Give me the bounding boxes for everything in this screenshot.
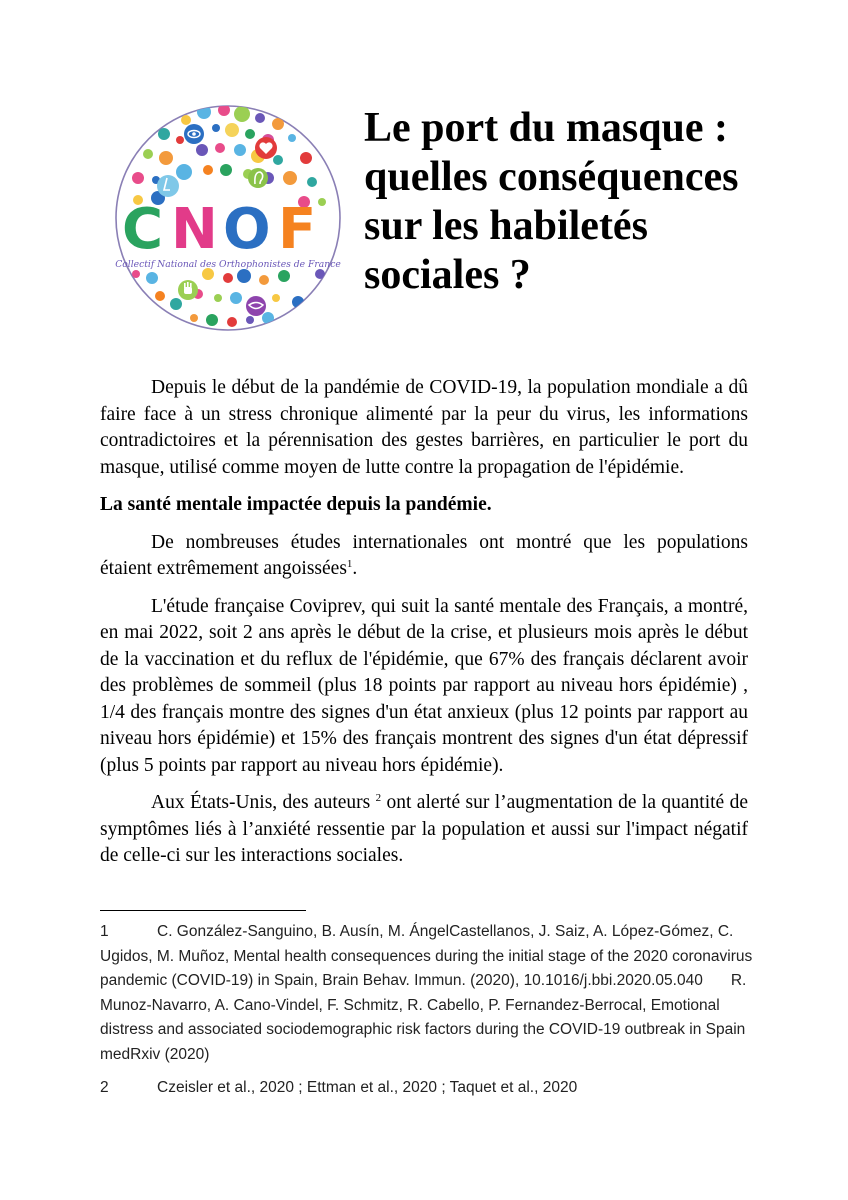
cnof-logo-graphic <box>108 98 348 338</box>
logo-letter-o: O <box>223 197 271 262</box>
ear-icon <box>248 168 268 188</box>
paragraph-coviprev: L'étude française Coviprev, qui suit la santé mentale des Français, a montré, en mai 2022, soit 2 ans après le début de la crise, et plusieurs mois après le début de la vaccination et du reflux de l'épidémie, que 67% des français déclarent avoir des problèmes de sommeil (plus 18 points par rapport au niveau hors épidémie) , 1/4 des français montre des signes d'un état anxieux (plus 12 points par rapport au niveau hors épidémie) et 15% des français montrent des signes d'un état dépressif (plus 5 points par rapport au niveau hors épidémie). <box>100 595 748 776</box>
footnote-ref-2[interactable]: 2 <box>375 792 382 804</box>
paragraph-anxiety <box>100 530 748 583</box>
footnote-text: C. González-Sanguino, B. Ausín, M. ÁngelCastellanos, J. Saiz, A. López-Gómez, C. Ugidos, M. Muñoz, Mental health consequences during the initial stage of the 2020 coronavirus pandemic (COVID-19) in Spain, Brain Behav. Immun. (2020), 10.1016/j.bbi.2020.05.040 <box>100 923 753 989</box>
nose-icon <box>157 175 179 197</box>
footnote-1 <box>100 920 760 1067</box>
logo-letter-n: N <box>171 197 218 262</box>
page-title <box>364 104 804 300</box>
footnotes <box>100 920 760 1110</box>
heart-icon <box>255 137 277 159</box>
title-line: Le port du masque : <box>364 105 729 151</box>
title-line: sur les habiletés <box>364 203 648 249</box>
title-line: sociales ? <box>364 252 531 298</box>
cnof-logo <box>108 98 348 338</box>
eye-icon <box>184 124 204 144</box>
section-heading: La santé mentale impactée depuis la pandémie. <box>100 494 492 515</box>
paragraph-text: ont alerté sur l’augmentation de la quantité de symptômes liés à l’anxiété ressentie par la population et aussi sur l'impact négatif de celle-ci sur les interactions sociales. <box>100 792 748 866</box>
mouth-icon <box>246 296 266 316</box>
footnote-2 <box>100 1076 760 1101</box>
article-body <box>100 375 748 881</box>
footnote-number: 2 <box>100 1079 109 1096</box>
footnote-text: Czeisler et al., 2020 ; Ettman et al., 2020 ; Taquet et al., 2020 <box>157 1079 578 1096</box>
paragraph-text: De nombreuses études internationales ont montré que les populations étaient extrêmement angoissées <box>100 531 748 579</box>
intro-paragraph: Depuis le début de la pandémie de COVID-19, la population mondiale a dû faire face à un stress chronique alimenté par la peur du virus, les informations contradictoires et la pérennisation des gestes barrières, en particulier le port du masque, utilisé comme moyen de lutte contre la propagation de l'épidémie. <box>100 377 748 478</box>
footnote-ref-1[interactable]: 1 <box>346 558 353 570</box>
footnote-number: 1 <box>100 923 109 940</box>
title-line: quelles conséquences <box>364 154 739 200</box>
logo-letter-c: C <box>122 197 164 262</box>
paragraph-text: Aux États-Unis, des auteurs <box>151 792 376 813</box>
footnote-separator <box>100 910 306 911</box>
paragraph-end: . <box>352 558 358 579</box>
hand-icon <box>178 280 198 300</box>
logo-letter-f: F <box>278 197 317 262</box>
footnote-text: R. Munoz-Navarro, A. Cano-Vindel, F. Schmitz, R. Cabello, P. Fernandez-Berrocal, Emotional distress and associated sociodemographic risk factors during the COVID-19 outbreak in Spain medRxiv (2020) <box>100 972 747 1063</box>
logo-subtitle: Collectif National des Orthophonistes de France <box>115 259 341 270</box>
paragraph-usa <box>100 790 748 870</box>
